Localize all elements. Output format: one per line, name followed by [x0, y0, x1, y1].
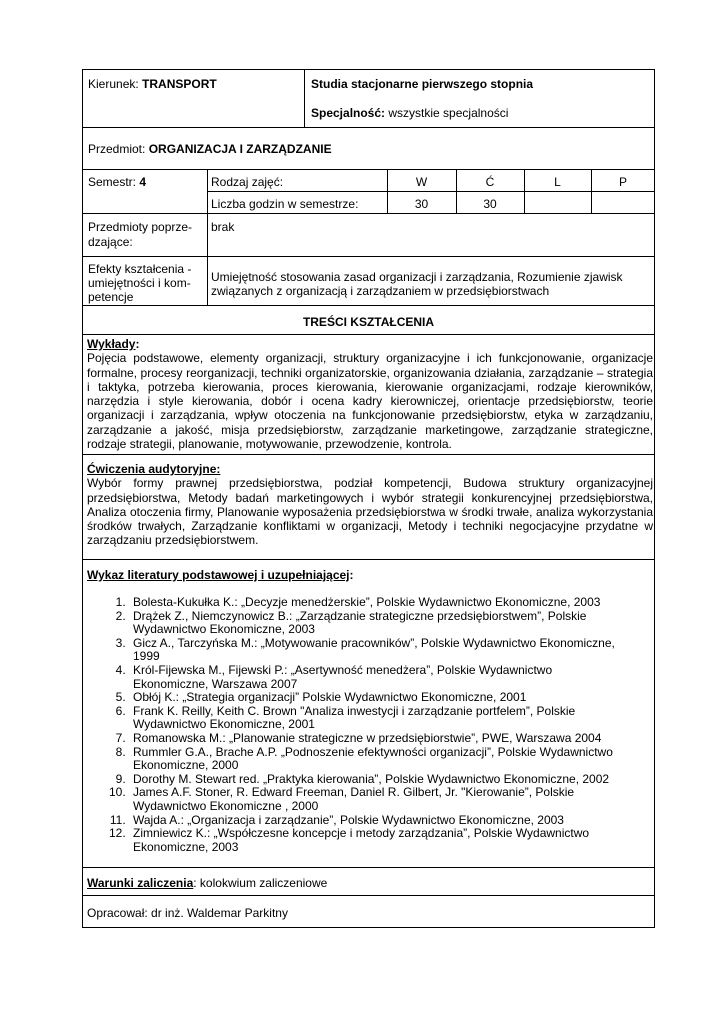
przedmiot-row — [82, 127, 655, 170]
literatura-item: 5. Obłój K.: „Strategia organizacji” Polskie Wydawnictwo Ekonomiczne, 2001 — [129, 691, 629, 705]
type-w: W — [415, 175, 428, 189]
literatura-item: 3. Gicz A., Tarczyńska M.: „Motywowanie pracowników”, Polskie Wydawnictwo Ekonomiczne, 1999 — [129, 637, 629, 664]
literatura-item: 8. Rummler G.A., Brache A.P. „Podnoszenie efektywności organizacji”, Polskie Wydawnictwo Ekonomiczne, 2000 — [129, 746, 629, 773]
liczba-godzin-label: Liczba godzin w semestrze: — [211, 197, 359, 211]
type-c: Ć — [485, 175, 495, 189]
wyklady-row — [82, 334, 655, 455]
literatura-item: 1. Bolesta-Kukułka K.: „Decyzje menedżerskie”, Polskie Wydawnictwo Ekonomiczne, 2003 — [129, 596, 629, 610]
literatura-item: 9. Dorothy M. Stewart red. „Praktyka kierowania”, Polskie Wydawnictwo Ekonomiczne, 2002 — [129, 773, 629, 787]
literatura-item: 6. Frank K. Reilly, Keith C. Brown "Analiza inwestycji i zarządzanie portfelem”, Polskie Wydawnictwo Ekonomiczne, 2001 — [129, 705, 629, 732]
poprzedzajace-label-1: Przedmioty poprze- — [88, 220, 193, 234]
literatura-item: 10. James A.F. Stoner, R. Edward Freeman, Daniel R. Gilbert, Jr. "Kierowanie”, Polskie Wydawnictwo Ekonomiczne , 2000 — [129, 786, 629, 813]
type-p: P — [618, 175, 627, 189]
literatura-item: 7. Romanowska M.: „Planowanie strategiczne w przedsiębiorstwie”, PWE, Warszawa 2004 — [129, 732, 629, 746]
cwiczenia-section — [87, 462, 653, 548]
studia-type: Studia stacjonarne pierwszego stopnia — [311, 77, 534, 91]
type-l: L — [554, 175, 561, 189]
efekty-label-1: Efekty kształcenia - — [88, 262, 192, 276]
semestr: Semestr: 4 — [88, 175, 147, 189]
warunki-row — [82, 867, 655, 896]
semestr-row — [82, 169, 655, 214]
opracowal: Opracował: dr inż. Waldemar Parkitny — [87, 906, 288, 920]
efekty-row — [82, 256, 655, 306]
przedmiot: Przedmiot: ORGANIZACJA I ZARZĄDZANIE — [88, 142, 332, 156]
literatura-row — [82, 559, 655, 868]
syllabus-table — [82, 69, 655, 928]
cwiczenia-text: Wybór formy prawnej przedsiębiorstwa, podział kompetencji, Budowa struktury organizacyjnej przedsiębiorstwa, Metody badań marketingowych i wybór strategii konkurencyjnej przedsiębiorstwa, Analiza otoczenia firmy, Planowanie wyposażenia przedsiębiorstwa w środki trwałe, analiza wykorzystania środków trwałych, Zarządzanie konfliktami w organizacji, Metody i techniki negocjacyjne przydatne w zarządzaniu przedsiębiorstwem. — [87, 476, 653, 548]
efekty-label-2: umiejętności i kom- — [88, 276, 191, 290]
literatura-heading: Wykaz literatury podstawowej i uzupełniającej: — [87, 568, 354, 582]
literatura-item: 11. Wajda A.: „Organizacja i zarządzanie”, Polskie Wydawnictwo Ekonomiczne, 2003 — [129, 814, 629, 828]
efekty-value-1: Umiejętność stosowania zasad organizacji i zarządzania, Rozumienie zjawisk — [211, 270, 623, 284]
poprzedzajace-label-2: dzające: — [88, 235, 133, 249]
cwiczenia-title: Ćwiczenia audytoryjne: — [87, 462, 221, 476]
hours-c: 30 — [483, 197, 497, 211]
efekty-label-3: petencje — [88, 290, 134, 304]
kierunek: Kierunek: TRANSPORT — [88, 77, 217, 91]
poprzedzajace-row — [82, 213, 655, 257]
efekty-value-2: związanych z organizacją i zarządzaniem w przedsiębiorstwach — [211, 284, 550, 298]
literatura-item: 4. Król-Fijewska M., Fijewski P.: „Asertywność menedżera”, Polskie Wydawnictwo Ekonomiczne, Warszawa 2007 — [129, 664, 629, 691]
wyklady-text: Pojęcia podstawowe, elementy organizacji, struktury organizacyjne i ich funkcjonowanie, organizacje formalne, procesy reorganizacji, techniki organizatorskie, organizowania działania, zarządzanie – strategia i taktyka, potrzeba kierowania, proces kierowania, kierowanie organizacjami, rodzaje kierowników, narzędzia i style kierowania, dobór i ocena kadry kierowniczej, orientacje przedsiębiorstw, teorie organizacji i zarządzania, wpływ otoczenia na funkcjonowanie przedsiębiorstw, etyka w zarządzaniu, zarządzanie a jakość, misja przedsiębiorstw, zarządzanie marketingowe, zarządzanie strategiczne, rodzaje strategii, planowanie, motywowanie, przewodzenie, kontrola. — [87, 351, 653, 452]
literatura-item: 12. Zimniewicz K.: „Współczesne koncepcje i metody zarządzania”, Polskie Wydawnictwo Ekonomiczne, 2003 — [129, 827, 629, 854]
specjalnosc: Specjalność: wszystkie specjalności — [311, 106, 509, 120]
rodzaj-zajec-label: Rodzaj zajęć: — [211, 175, 284, 189]
wyklady-title: Wykłady — [87, 337, 136, 351]
hours-w: 30 — [414, 197, 429, 211]
wyklady-section: Wykłady: Pojęcia podstawowe, elementy organizacji, struktury organizacyjne i ich funkcjonowanie, organizacje formalne, procesy reorganizacji, techniki organizatorskie, organizowania działania, zarządzanie – strategia i taktyka, potrzeba kierowania, proces kierowania, kierowanie organizacjami, rodzaje kierowników, narzędzia i style kierowania, dobór i ocena kadry kierowniczej, orientacje przedsiębiorstw, teorie organizacji i zarządzania, wpływ otoczenia na funkcjonowanie przedsiębiorstw, etyka w zarządzaniu, zarządzanie a jakość, misja przedsiębiorstw, zarządzanie marketingowe, zarządzanie strategiczne, rodzaje strategii, planowanie, motywowanie, przewodzenie, kontrola. — [87, 337, 653, 452]
tresci-title-row — [82, 305, 655, 335]
literatura-item: 2. Drążek Z., Niemczynowicz B.: „Zarządzanie strategiczne przedsiębiorstwem”, Polskie Wydawnictwo Ekonomiczne, 2003 — [129, 610, 629, 637]
cwiczenia-row — [82, 454, 655, 560]
opracowal-row — [82, 895, 655, 928]
literatura-list — [83, 596, 629, 854]
header-row — [82, 69, 655, 128]
poprzedzajace-value: brak — [211, 220, 235, 234]
tresci-title: TREŚCI KSZTAŁCENIA — [302, 315, 435, 329]
warunki: Warunki zaliczenia: kolokwium zaliczeniowe — [87, 876, 328, 890]
